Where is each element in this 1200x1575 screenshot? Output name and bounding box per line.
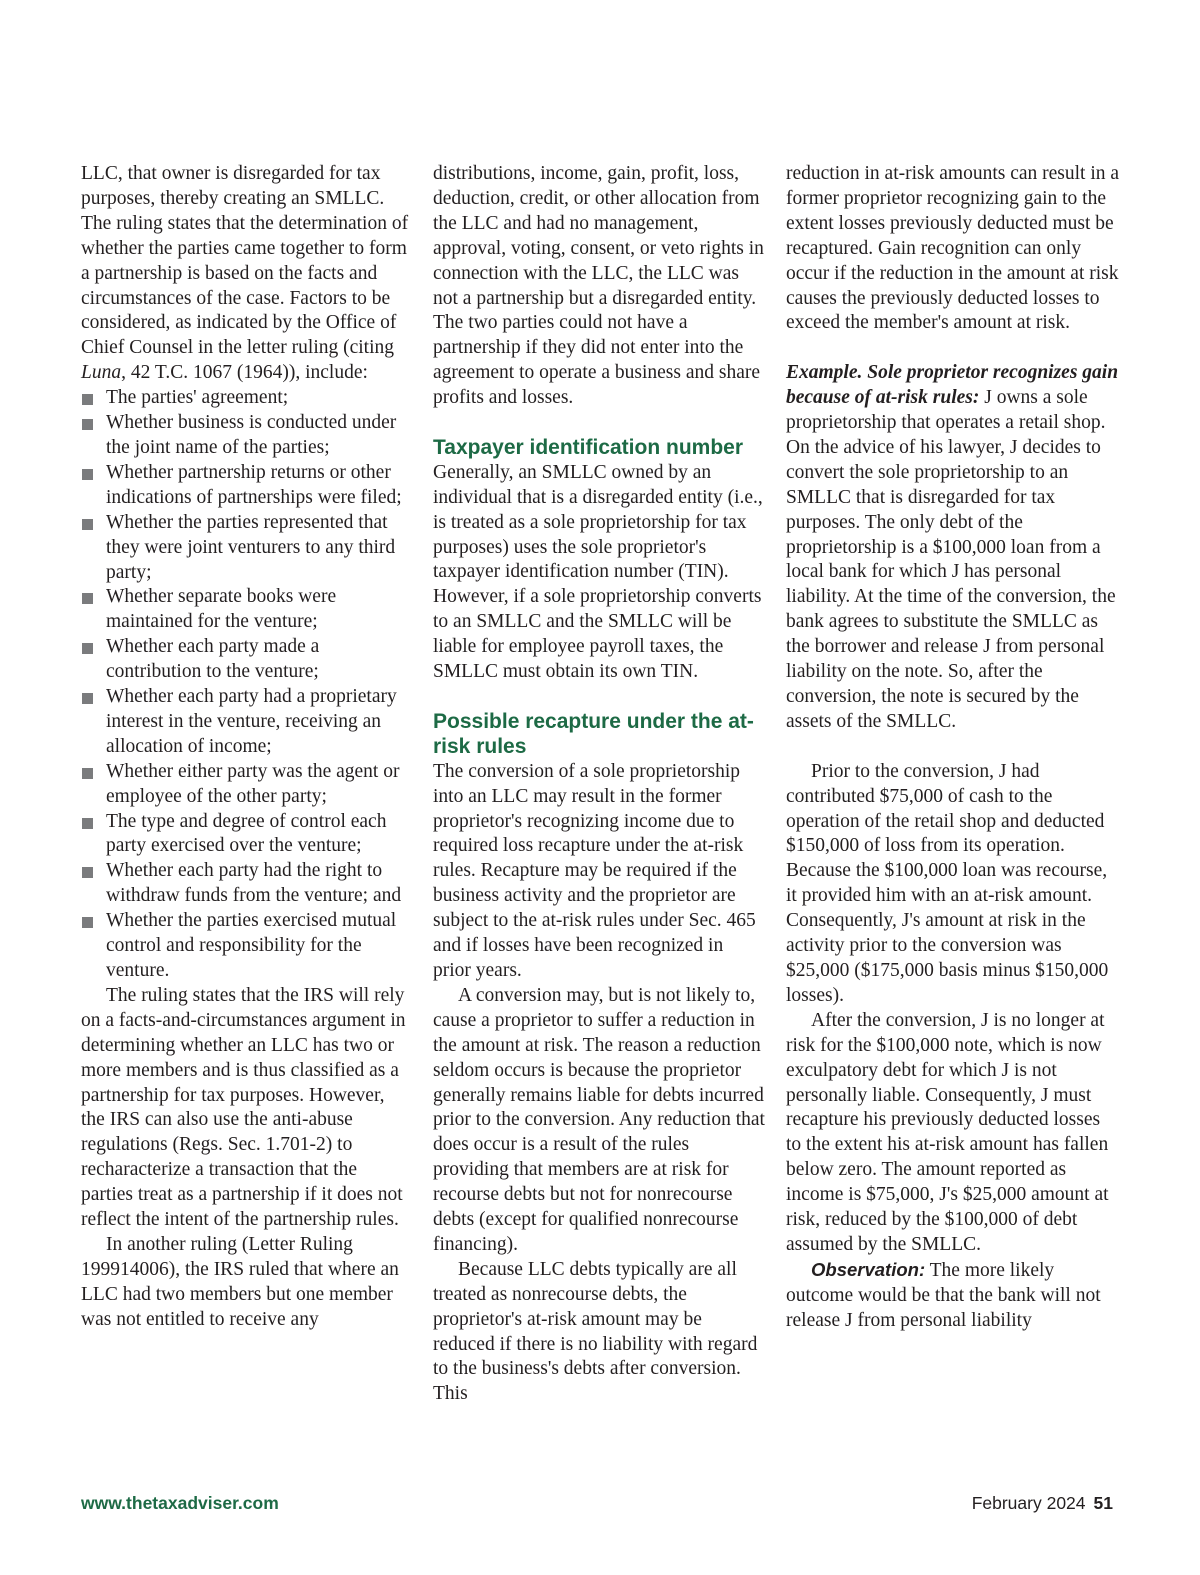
- another-ruling-paragraph: In another ruling (Letter Ruling 199914006), the IRS ruled that where an LLC had two members but one member was not entitled to receive any: [81, 1233, 399, 1330]
- observation-paragraph: [786, 1258, 1120, 1334]
- list-item-text: The type and degree of control each party exercised over the venture;: [106, 810, 387, 857]
- list-item: [81, 635, 411, 685]
- list-item: [81, 859, 411, 909]
- text-column-right: [786, 162, 1120, 1334]
- case-name: Luna: [81, 362, 122, 384]
- list-item: [81, 461, 411, 511]
- list-item: [81, 909, 411, 984]
- list-item-text: Whether each party made a contribution to the venture;: [106, 636, 320, 683]
- intro-text-end: , 42 T.C. 1067 (1964)), include:: [121, 362, 368, 384]
- list-item-text: Whether each party had a proprietary interest in the venture, receiving an allocation of income;: [106, 686, 397, 757]
- list-item-text: Whether the parties exercised mutual control and responsibility for the venture.: [106, 910, 397, 981]
- intro-paragraph: [81, 162, 411, 386]
- section-heading-at-risk: Possible recapture under the at-risk rules: [433, 709, 754, 758]
- text-column-left: [81, 162, 411, 1333]
- factors-list: [81, 386, 411, 984]
- square-bullet-icon: [82, 643, 93, 654]
- list-item-text: The parties' agreement;: [106, 387, 289, 409]
- list-item-text: Whether separate books were maintained for the venture;: [106, 586, 337, 633]
- example-block: [786, 361, 1120, 735]
- list-item: [81, 760, 411, 810]
- square-bullet-icon: [82, 818, 93, 829]
- square-bullet-icon: [82, 867, 93, 878]
- tin-paragraph: Generally, an SMLLC owned by an individual that is a disregarded entity (i.e., is treated as a sole proprietorship for tax purposes) uses the sole proprietor's taxpayer identification number (TIN). However, if a sole proprietorship converts to an SMLLC and the SMLLC will be liable for employee payroll taxes, the SMLLC must obtain its own TIN.: [433, 461, 763, 683]
- square-bullet-icon: [82, 917, 93, 928]
- list-item: [81, 386, 411, 411]
- section-heading-tin: Taxpayer identification number: [433, 435, 744, 459]
- at-risk-paragraph-2: A conversion may, but is not likely to, cause a proprietor to suffer a reduction in the amount at risk. The reason a reduction seldom occurs is because the proprietor generally remains liable for debts incurred prior to the conversion. Any reduction that does occur is a result of the rules providing that members are at risk for recourse debts but not for nonrecourse debts (except for qualified nonrecourse financing).: [433, 984, 765, 1255]
- square-bullet-icon: [82, 593, 93, 604]
- facts-paragraph: The ruling states that the IRS will rely on a facts-and-circumstances argument in determining whether an LLC has two or more members and is thus classified as a partnership for tax purposes. However, the IRS can also use the anti-abuse regulations (Regs. Sec. 1.701-2) to recharacterize a transaction that the parties treat as a partnership if it does not reflect the intent of the partnership rules.: [81, 984, 406, 1231]
- continued-paragraph: reduction in at-risk amounts can result in a former proprietor recognizing gain to the extent losses previously deducted must be recaptured. Gain recognition can only occur if the reduction in the amount at risk causes the previously deducted losses to exceed the member's amount at risk.: [786, 163, 1120, 334]
- square-bullet-icon: [82, 693, 93, 704]
- observation-text: The more likely outcome would be that the bank will not release J from personal liability: [786, 1259, 1101, 1331]
- list-item-text: Whether business is conducted under the joint name of the parties;: [106, 412, 397, 458]
- intro-text: LLC, that owner is disregarded for tax purposes, thereby creating an SMLLC. The ruling states that the determination of whether the parties came together to form a partnership is based on the facts and circumstances of the case. Factors to be considered, as indicated by the Office of Chief Counsel in the letter ruling (citing: [81, 163, 409, 359]
- list-item: [81, 511, 411, 586]
- list-item: [81, 685, 411, 760]
- prior-conversion-paragraph: Prior to the conversion, J had contributed $75,000 of cash to the operation of the retail shop and deducted $150,000 of loss from its operation. Because the $100,000 loan was recourse, it provided him with an at-risk amount. Consequently, J's amount at risk in the activity prior to the conversion was $25,000 ($175,000 basis minus $150,000 losses).: [786, 760, 1109, 1006]
- text-column-middle: [433, 162, 765, 1407]
- list-item-text: Whether the parties represented that they were joint venturers to any third party;: [106, 511, 396, 583]
- square-bullet-icon: [82, 519, 93, 530]
- continued-paragraph: distributions, income, gain, profit, loss, deduction, credit, or other allocation from the LLC and had no management, approval, voting, consent, or veto rights in connection with the LLC, the LLC was not a partnership but a disregarded entity. The two parties could not have a partnership if they did not enter into the agreement to operate a business and share profits and losses.: [433, 163, 764, 409]
- observation-label: Observation:: [811, 1258, 926, 1280]
- square-bullet-icon: [82, 419, 93, 430]
- footer-date-page: [972, 1493, 1113, 1514]
- example-body: J owns a sole proprietorship that operates a retail shop. On the advice of his lawyer, J decides to convert the sole proprietorship to an SMLLC that is disregarded for tax purposes. The only debt of the proprietorship is a $100,000 loan from a local bank for which J has personal liability. At the time of the conversion, the bank agrees to substitute the SMLLC as the borrower and release J from personal liability on the note. So, after the conversion, the note is secured by the assets of the SMLLC.: [786, 387, 1116, 732]
- list-item-text: Whether either party was the agent or employee of the other party;: [106, 760, 400, 807]
- square-bullet-icon: [82, 768, 93, 779]
- square-bullet-icon: [82, 469, 93, 480]
- list-item: [81, 810, 411, 860]
- list-item: [81, 411, 411, 461]
- after-conversion-paragraph: After the conversion, J is no longer at risk for the $100,000 note, which is now exculpatory debt for which J is not personally liable. Consequently, J must recapture his previously deducted losses to the extent his at-risk amount has fallen below zero. The amount reported as income is $75,000, J's $25,000 amount at risk, reduced by the $100,000 of debt assumed by the SMLLC.: [786, 1009, 1109, 1255]
- list-item-text: Whether each party had the right to withdraw funds from the venture; and: [106, 860, 402, 907]
- square-bullet-icon: [82, 394, 93, 405]
- footer-website: www.thetaxadviser.com: [81, 1493, 279, 1513]
- list-item-text: Whether partnership returns or other indications of partnerships were filed;: [106, 461, 402, 508]
- at-risk-paragraph-1: The conversion of a sole proprietorship into an LLC may result in the former proprietor's recognizing income due to required loss recapture under the at-risk rules. Recapture may be required if the business activity and the proprietor are subject to the at-risk rules under Sec. 465 and if losses have been recognized in prior years.: [433, 760, 756, 981]
- list-item: [81, 585, 411, 635]
- page-number: 51: [1093, 1493, 1113, 1513]
- example-title: Example. Sole proprietor recognizes gain because of at-risk rules:: [786, 362, 1119, 409]
- at-risk-paragraph-3: Because LLC debts typically are all treated as nonrecourse debts, the proprietor's at-risk amount may be reduced if there is no liability with regard to the business's debts after conversion. This: [433, 1258, 758, 1405]
- footer-date: February 2024: [971, 1493, 1086, 1513]
